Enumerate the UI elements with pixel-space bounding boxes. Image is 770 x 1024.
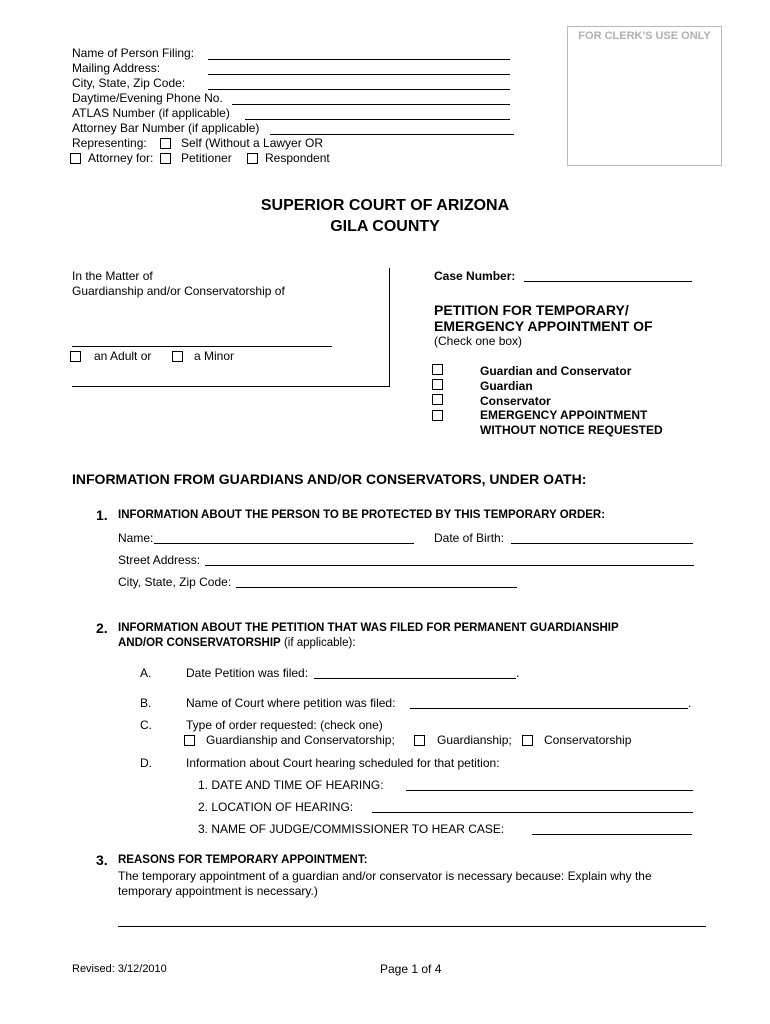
attorney-for-label: Attorney for:: [88, 151, 154, 165]
clerk-use-label: FOR CLERK'S USE ONLY: [578, 30, 711, 42]
page-number: Page 1 of 4: [380, 962, 442, 976]
street-field[interactable]: [205, 565, 694, 566]
item-c-letter: C.: [140, 718, 152, 732]
person-name-field[interactable]: [154, 543, 414, 544]
date-filed-field[interactable]: [314, 678, 516, 679]
representing-label: Representing:: [72, 136, 147, 150]
caption-bottom-rule: [72, 386, 390, 387]
adult-label: an Adult or: [94, 349, 152, 363]
clerk-use-box: [567, 26, 722, 166]
filer-atlas-label: ATLAS Number (if applicable): [72, 106, 230, 120]
order-conservatorship-checkbox[interactable]: [522, 735, 533, 746]
respondent-checkbox[interactable]: [247, 153, 258, 164]
hearing-date-field[interactable]: [406, 790, 693, 791]
street-label: Street Address:: [118, 553, 201, 567]
section2-number: 2.: [96, 620, 108, 636]
self-checkbox[interactable]: [160, 138, 171, 149]
date-filed-period: .: [516, 666, 520, 680]
case-number-field[interactable]: [524, 281, 692, 282]
option-without-notice: WITHOUT NOTICE REQUESTED: [480, 423, 663, 437]
filer-bar-field[interactable]: [270, 134, 514, 135]
filer-phone-label: Daytime/Evening Phone No.: [72, 91, 223, 105]
court-name-period: .: [688, 696, 692, 710]
filer-city-label: City, State, Zip Code:: [72, 76, 186, 90]
filer-name-label: Name of Person Filing:: [72, 46, 195, 60]
self-label: Self (Without a Lawyer OR: [181, 136, 324, 150]
person-city-field[interactable]: [236, 587, 517, 588]
guardian-checkbox[interactable]: [432, 379, 443, 390]
petition-title-line2: EMERGENCY APPOINTMENT OF: [434, 318, 653, 334]
court-title: SUPERIOR COURT OF ARIZONA: [260, 197, 510, 214]
info-heading: INFORMATION FROM GUARDIANS AND/OR CONSERVATORS, UNDER OATH:: [72, 471, 587, 487]
person-name-label: Name:: [118, 531, 154, 545]
hearing-location-label: 2. LOCATION OF HEARING:: [198, 800, 354, 814]
caption-divider: [389, 268, 390, 387]
order-guardianship-label: Guardianship;: [437, 733, 512, 747]
ward-name-field[interactable]: [72, 346, 332, 347]
hearing-info-label: Information about Court hearing scheduled for that petition:: [186, 756, 500, 770]
item-b-letter: B.: [140, 696, 152, 710]
petitioner-label: Petitioner: [181, 151, 232, 165]
conservator-checkbox[interactable]: [432, 394, 443, 405]
filer-mailing-label: Mailing Address:: [72, 61, 161, 75]
section3-number: 3.: [96, 852, 108, 868]
respondent-label: Respondent: [265, 151, 330, 165]
hearing-location-field[interactable]: [372, 812, 693, 813]
court-name-field[interactable]: [410, 708, 688, 709]
judge-label: 3. NAME OF JUDGE/COMMISSIONER TO HEAR CASE:: [198, 822, 505, 836]
dob-label: Date of Birth:: [434, 531, 505, 545]
attorney-checkbox[interactable]: [70, 153, 81, 164]
section3-body-line1: The temporary appointment of a guardian and/or conservator is necessary because: Explain why the: [118, 869, 652, 883]
revised-date: Revised: 3/12/2010: [72, 963, 167, 975]
section3-body-line2: temporary appointment is necessary.): [118, 884, 318, 898]
petitioner-checkbox[interactable]: [160, 153, 171, 164]
filer-name-field[interactable]: [208, 59, 510, 60]
judge-field[interactable]: [532, 834, 692, 835]
order-both-label: Guardianship and Conservatorship;: [206, 733, 395, 747]
date-filed-label: Date Petition was filed:: [186, 666, 309, 680]
order-both-checkbox[interactable]: [184, 735, 195, 746]
filer-city-field[interactable]: [208, 89, 510, 90]
dob-field[interactable]: [511, 543, 693, 544]
petition-title-line1: PETITION FOR TEMPORARY/: [434, 302, 629, 318]
check-one-note: (Check one box): [434, 334, 523, 348]
section2-heading-line2: [118, 637, 356, 649]
hearing-date-label: 1. DATE AND TIME OF HEARING:: [198, 778, 384, 792]
person-city-label: City, State, Zip Code:: [118, 575, 232, 589]
order-guardianship-checkbox[interactable]: [414, 735, 425, 746]
county-title: GILA COUNTY: [330, 218, 440, 235]
adult-checkbox[interactable]: [70, 351, 81, 362]
minor-label: a Minor: [194, 349, 235, 363]
section2-heading-rest: (if applicable):: [283, 637, 356, 649]
reasons-field[interactable]: [118, 926, 706, 927]
section1-number: 1.: [96, 507, 108, 523]
item-a-letter: A.: [140, 666, 152, 680]
guardian-conservator-checkbox[interactable]: [432, 364, 443, 375]
case-number-label: Case Number:: [434, 269, 516, 283]
filer-atlas-field[interactable]: [245, 119, 510, 120]
option-guardian-conservator: Guardian and Conservator: [480, 364, 632, 378]
matter-line2: Guardianship and/or Conservatorship of: [72, 284, 285, 298]
option-emergency: EMERGENCY APPOINTMENT: [480, 408, 648, 422]
section3-heading: REASONS FOR TEMPORARY APPOINTMENT:: [118, 854, 368, 866]
option-conservator: Conservator: [480, 394, 551, 408]
emergency-checkbox[interactable]: [432, 410, 443, 421]
option-guardian: Guardian: [480, 379, 533, 393]
court-name-label: Name of Court where petition was filed:: [186, 696, 396, 710]
order-type-label: Type of order requested: (check one): [186, 718, 383, 732]
filer-mailing-field[interactable]: [208, 74, 510, 75]
matter-line1: In the Matter of: [72, 269, 153, 283]
section1-heading: INFORMATION ABOUT THE PERSON TO BE PROTECTED BY THIS TEMPORARY ORDER:: [118, 509, 606, 521]
section2-heading-bold: AND/OR CONSERVATORSHIP: [118, 637, 281, 649]
filer-bar-label: Attorney Bar Number (if applicable): [72, 121, 260, 135]
section2-heading-line1: INFORMATION ABOUT THE PETITION THAT WAS FILED FOR PERMANENT GUARDIANSHIP: [118, 622, 619, 634]
order-conservatorship-label: Conservatorship: [544, 733, 632, 747]
minor-checkbox[interactable]: [172, 351, 183, 362]
item-d-letter: D.: [140, 756, 152, 770]
filer-phone-field[interactable]: [232, 104, 510, 105]
